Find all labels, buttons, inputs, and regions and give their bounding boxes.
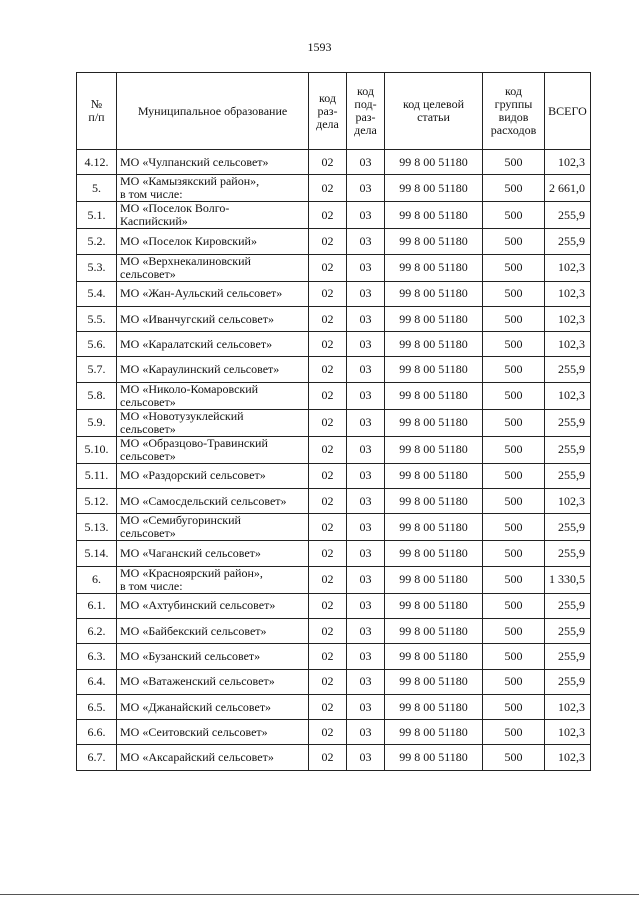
cell-expense: 500 <box>483 669 545 694</box>
cell-name-line: сельсовет» <box>120 266 176 281</box>
header-label-line: код <box>505 84 522 98</box>
header-label-line: ВСЕГО <box>548 103 587 118</box>
cell-name-line: МО «Поселок Волго- <box>120 201 230 216</box>
cell-name-line: МО «Иванчугский сельсовет» <box>120 311 274 326</box>
cell-name-line: МО «Бузанский сельсовет» <box>120 648 261 663</box>
cell-name <box>117 357 309 382</box>
table-row <box>77 382 591 409</box>
cell-section: 02 <box>309 382 347 409</box>
cell-section: 02 <box>309 489 347 514</box>
cell-total: 255,9 <box>545 463 591 488</box>
cell-target: 99 8 00 51180 <box>385 489 483 514</box>
header-label-line: № <box>90 97 103 111</box>
cell-target: 99 8 00 51180 <box>385 409 483 436</box>
cell-name <box>117 175 309 202</box>
cell-num: 5.1. <box>77 202 117 229</box>
cell-total: 102,3 <box>545 150 591 175</box>
cell-section: 02 <box>309 720 347 745</box>
cell-section: 02 <box>309 541 347 566</box>
header-label-line: Муниципальное образование <box>137 103 288 118</box>
table-row <box>77 720 591 745</box>
cell-subsection: 03 <box>347 357 385 382</box>
cell-total: 255,9 <box>545 202 591 229</box>
cell-expense: 500 <box>483 489 545 514</box>
header-label-line: п/п <box>88 110 105 124</box>
cell-subsection: 03 <box>347 306 385 331</box>
cell-subsection: 03 <box>347 332 385 357</box>
cell-target: 99 8 00 51180 <box>385 669 483 694</box>
cell-num: 6.2. <box>77 618 117 643</box>
cell-name <box>117 514 309 541</box>
cell-name-line: МО «Николо-Комаровский <box>120 381 259 396</box>
header-name <box>117 73 309 150</box>
cell-num: 6.7. <box>77 745 117 770</box>
header-label-line: раз- <box>355 110 376 124</box>
cell-name-line: МО «Раздорский сельсовет» <box>120 468 266 483</box>
cell-subsection: 03 <box>347 489 385 514</box>
cell-subsection: 03 <box>347 175 385 202</box>
cell-section: 02 <box>309 593 347 618</box>
cell-name <box>117 644 309 669</box>
cell-section: 02 <box>309 281 347 306</box>
cell-num: 5.6. <box>77 332 117 357</box>
cell-total: 102,3 <box>545 382 591 409</box>
header-label-line: код целевой <box>402 97 465 111</box>
cell-target: 99 8 00 51180 <box>385 229 483 254</box>
cell-name-line: МО «Ватаженский сельсовет» <box>120 674 275 689</box>
cell-expense: 500 <box>483 175 545 202</box>
cell-num: 5.4. <box>77 281 117 306</box>
cell-num: 6.1. <box>77 593 117 618</box>
cell-num: 5.9. <box>77 409 117 436</box>
cell-subsection: 03 <box>347 541 385 566</box>
cell-section: 02 <box>309 332 347 357</box>
cell-section: 02 <box>309 306 347 331</box>
cell-section: 02 <box>309 409 347 436</box>
cell-expense: 500 <box>483 593 545 618</box>
cell-name <box>117 150 309 175</box>
cell-name <box>117 566 309 593</box>
cell-expense: 500 <box>483 382 545 409</box>
cell-name <box>117 254 309 281</box>
cell-total: 255,9 <box>545 357 591 382</box>
cell-target: 99 8 00 51180 <box>385 254 483 281</box>
cell-section: 02 <box>309 357 347 382</box>
cell-name <box>117 463 309 488</box>
cell-subsection: 03 <box>347 254 385 281</box>
table-row <box>77 541 591 566</box>
cell-expense: 500 <box>483 436 545 463</box>
cell-expense: 500 <box>483 541 545 566</box>
cell-name-line: МО «Семибугоринский <box>120 513 241 528</box>
cell-total: 102,3 <box>545 745 591 770</box>
cell-num: 5.7. <box>77 357 117 382</box>
cell-num: 6. <box>77 566 117 593</box>
table-row <box>77 618 591 643</box>
header-label-line: группы <box>494 97 533 111</box>
cell-subsection: 03 <box>347 382 385 409</box>
cell-num: 5.13. <box>77 514 117 541</box>
cell-section: 02 <box>309 463 347 488</box>
cell-total: 255,9 <box>545 409 591 436</box>
cell-name-line: МО «Жан-Аульский сельсовет» <box>120 286 283 301</box>
cell-name-line: МО «Чулпанский сельсовет» <box>120 154 269 169</box>
cell-target: 99 8 00 51180 <box>385 382 483 409</box>
header-label-line: код <box>319 90 336 105</box>
cell-total: 255,9 <box>545 436 591 463</box>
table-row <box>77 436 591 463</box>
cell-name <box>117 306 309 331</box>
cell-target: 99 8 00 51180 <box>385 463 483 488</box>
cell-expense: 500 <box>483 357 545 382</box>
cell-name <box>117 720 309 745</box>
cell-expense: 500 <box>483 409 545 436</box>
cell-section: 02 <box>309 514 347 541</box>
cell-subsection: 03 <box>347 618 385 643</box>
cell-name-line: в том числе: <box>120 187 183 202</box>
table-row <box>77 357 591 382</box>
cell-target: 99 8 00 51180 <box>385 514 483 541</box>
cell-subsection: 03 <box>347 644 385 669</box>
header-section <box>309 73 347 150</box>
cell-num: 5.8. <box>77 382 117 409</box>
cell-name-line: МО «Самосдельский сельсовет» <box>120 493 287 508</box>
cell-subsection: 03 <box>347 150 385 175</box>
cell-num: 5.14. <box>77 541 117 566</box>
cell-name <box>117 281 309 306</box>
header-label-line: код <box>357 84 374 98</box>
cell-expense: 500 <box>483 332 545 357</box>
header-label-line: видов <box>498 110 529 124</box>
cell-target: 99 8 00 51180 <box>385 745 483 770</box>
cell-name-line: сельсовет» <box>120 526 176 541</box>
cell-target: 99 8 00 51180 <box>385 281 483 306</box>
cell-name <box>117 618 309 643</box>
cell-name-line: сельсовет» <box>120 448 176 463</box>
cell-expense: 500 <box>483 618 545 643</box>
cell-target: 99 8 00 51180 <box>385 644 483 669</box>
cell-name <box>117 489 309 514</box>
cell-section: 02 <box>309 436 347 463</box>
table-row <box>77 644 591 669</box>
cell-expense: 500 <box>483 254 545 281</box>
cell-target: 99 8 00 51180 <box>385 150 483 175</box>
cell-subsection: 03 <box>347 463 385 488</box>
cell-subsection: 03 <box>347 593 385 618</box>
cell-total: 102,3 <box>545 720 591 745</box>
cell-target: 99 8 00 51180 <box>385 566 483 593</box>
header-total <box>545 73 591 150</box>
table-row <box>77 593 591 618</box>
cell-num: 5.5. <box>77 306 117 331</box>
cell-name-line: МО «Чаганский сельсовет» <box>120 546 261 561</box>
cell-name-line: сельсовет» <box>120 421 176 436</box>
cell-subsection: 03 <box>347 229 385 254</box>
cell-name <box>117 436 309 463</box>
cell-expense: 500 <box>483 720 545 745</box>
cell-total: 255,9 <box>545 618 591 643</box>
cell-expense: 500 <box>483 694 545 719</box>
page-number: 1593 <box>307 40 332 54</box>
cell-total: 255,9 <box>545 514 591 541</box>
header-num <box>77 73 117 150</box>
cell-total: 255,9 <box>545 644 591 669</box>
table-row <box>77 694 591 719</box>
cell-name-line: Каспийский» <box>120 214 188 229</box>
header-expense <box>483 73 545 150</box>
cell-section: 02 <box>309 644 347 669</box>
cell-subsection: 03 <box>347 436 385 463</box>
cell-section: 02 <box>309 694 347 719</box>
table-row <box>77 306 591 331</box>
cell-total: 102,3 <box>545 254 591 281</box>
cell-name-line: МО «Каралатский сельсовет» <box>120 336 273 351</box>
cell-expense: 500 <box>483 306 545 331</box>
header-label-line: расходов <box>490 123 537 137</box>
cell-num: 5.12. <box>77 489 117 514</box>
cell-expense: 500 <box>483 644 545 669</box>
cell-total: 102,3 <box>545 332 591 357</box>
cell-section: 02 <box>309 618 347 643</box>
cell-name <box>117 669 309 694</box>
cell-name <box>117 694 309 719</box>
cell-total: 102,3 <box>545 306 591 331</box>
header-label-line: раз- <box>317 103 338 118</box>
cell-name-line: в том числе: <box>120 578 183 593</box>
cell-name <box>117 593 309 618</box>
cell-name <box>117 409 309 436</box>
cell-target: 99 8 00 51180 <box>385 720 483 745</box>
cell-num: 6.4. <box>77 669 117 694</box>
table-body <box>77 150 591 771</box>
cell-subsection: 03 <box>347 694 385 719</box>
cell-section: 02 <box>309 745 347 770</box>
cell-name-line: МО «Камызякский район», <box>120 174 260 189</box>
cell-num: 6.6. <box>77 720 117 745</box>
cell-num: 6.5. <box>77 694 117 719</box>
cell-section: 02 <box>309 175 347 202</box>
cell-total: 255,9 <box>545 229 591 254</box>
cell-name-line: МО «Верхнекалиновский <box>120 253 251 268</box>
header-subsection <box>347 73 385 150</box>
header-label-line: дела <box>316 116 339 131</box>
cell-expense: 500 <box>483 566 545 593</box>
cell-name-line: МО «Аксарайский сельсовет» <box>120 750 274 765</box>
cell-name-line: МО «Караулинский сельсовет» <box>120 362 280 377</box>
table-row <box>77 514 591 541</box>
table-row <box>77 281 591 306</box>
cell-name-line: МО «Образцово-Травинский <box>120 435 268 450</box>
header-label-line: дела <box>354 123 377 137</box>
table-row <box>77 409 591 436</box>
cell-num: 6.3. <box>77 644 117 669</box>
cell-subsection: 03 <box>347 669 385 694</box>
table-row <box>77 332 591 357</box>
table-row <box>77 202 591 229</box>
cell-name-line: сельсовет» <box>120 394 176 409</box>
cell-section: 02 <box>309 669 347 694</box>
budget-table <box>76 72 591 771</box>
cell-name-line: МО «Новотузуклейский <box>120 408 244 423</box>
cell-expense: 500 <box>483 745 545 770</box>
cell-target: 99 8 00 51180 <box>385 202 483 229</box>
cell-subsection: 03 <box>347 202 385 229</box>
cell-target: 99 8 00 51180 <box>385 694 483 719</box>
cell-name <box>117 745 309 770</box>
cell-name <box>117 541 309 566</box>
cell-expense: 500 <box>483 150 545 175</box>
cell-expense: 500 <box>483 281 545 306</box>
header-label-line: под- <box>354 97 377 111</box>
cell-subsection: 03 <box>347 409 385 436</box>
cell-num: 4.12. <box>77 150 117 175</box>
cell-subsection: 03 <box>347 281 385 306</box>
header-label-line: статьи <box>417 110 450 124</box>
cell-target: 99 8 00 51180 <box>385 357 483 382</box>
cell-name-line: МО «Байбекский сельсовет» <box>120 623 267 638</box>
table-row <box>77 175 591 202</box>
cell-expense: 500 <box>483 229 545 254</box>
table-header-row <box>77 73 591 150</box>
cell-name-line: МО «Поселок Кировский» <box>120 233 257 248</box>
cell-name-line: МО «Джанайский сельсовет» <box>120 699 272 714</box>
bottom-rule <box>0 894 639 895</box>
cell-section: 02 <box>309 150 347 175</box>
cell-section: 02 <box>309 229 347 254</box>
table-row <box>77 489 591 514</box>
cell-total: 102,3 <box>545 489 591 514</box>
cell-target: 99 8 00 51180 <box>385 436 483 463</box>
table-row <box>77 150 591 175</box>
cell-num: 5.3. <box>77 254 117 281</box>
cell-target: 99 8 00 51180 <box>385 618 483 643</box>
cell-section: 02 <box>309 202 347 229</box>
table-row <box>77 229 591 254</box>
cell-name <box>117 229 309 254</box>
cell-total: 2 661,0 <box>545 175 591 202</box>
cell-total: 1 330,5 <box>545 566 591 593</box>
cell-subsection: 03 <box>347 745 385 770</box>
cell-subsection: 03 <box>347 514 385 541</box>
cell-total: 255,9 <box>545 541 591 566</box>
cell-name-line: МО «Ахтубинский сельсовет» <box>120 598 276 613</box>
cell-expense: 500 <box>483 202 545 229</box>
cell-target: 99 8 00 51180 <box>385 541 483 566</box>
cell-expense: 500 <box>483 463 545 488</box>
table-row <box>77 566 591 593</box>
cell-name <box>117 332 309 357</box>
table-row <box>77 463 591 488</box>
cell-total: 255,9 <box>545 593 591 618</box>
cell-subsection: 03 <box>347 566 385 593</box>
table-row <box>77 745 591 770</box>
cell-num: 5.10. <box>77 436 117 463</box>
cell-total: 255,9 <box>545 669 591 694</box>
cell-num: 5. <box>77 175 117 202</box>
table-row <box>77 669 591 694</box>
cell-name-line: МО «Красноярский район», <box>120 565 263 580</box>
cell-name-line: МО «Сеитовский сельсовет» <box>120 724 268 739</box>
table-row <box>77 254 591 281</box>
cell-name <box>117 382 309 409</box>
cell-subsection: 03 <box>347 720 385 745</box>
cell-target: 99 8 00 51180 <box>385 332 483 357</box>
cell-total: 102,3 <box>545 281 591 306</box>
cell-target: 99 8 00 51180 <box>385 175 483 202</box>
cell-total: 102,3 <box>545 694 591 719</box>
cell-name <box>117 202 309 229</box>
cell-target: 99 8 00 51180 <box>385 593 483 618</box>
cell-section: 02 <box>309 254 347 281</box>
cell-expense: 500 <box>483 514 545 541</box>
header-target <box>385 73 483 150</box>
cell-target: 99 8 00 51180 <box>385 306 483 331</box>
cell-num: 5.11. <box>77 463 117 488</box>
cell-num: 5.2. <box>77 229 117 254</box>
cell-section: 02 <box>309 566 347 593</box>
